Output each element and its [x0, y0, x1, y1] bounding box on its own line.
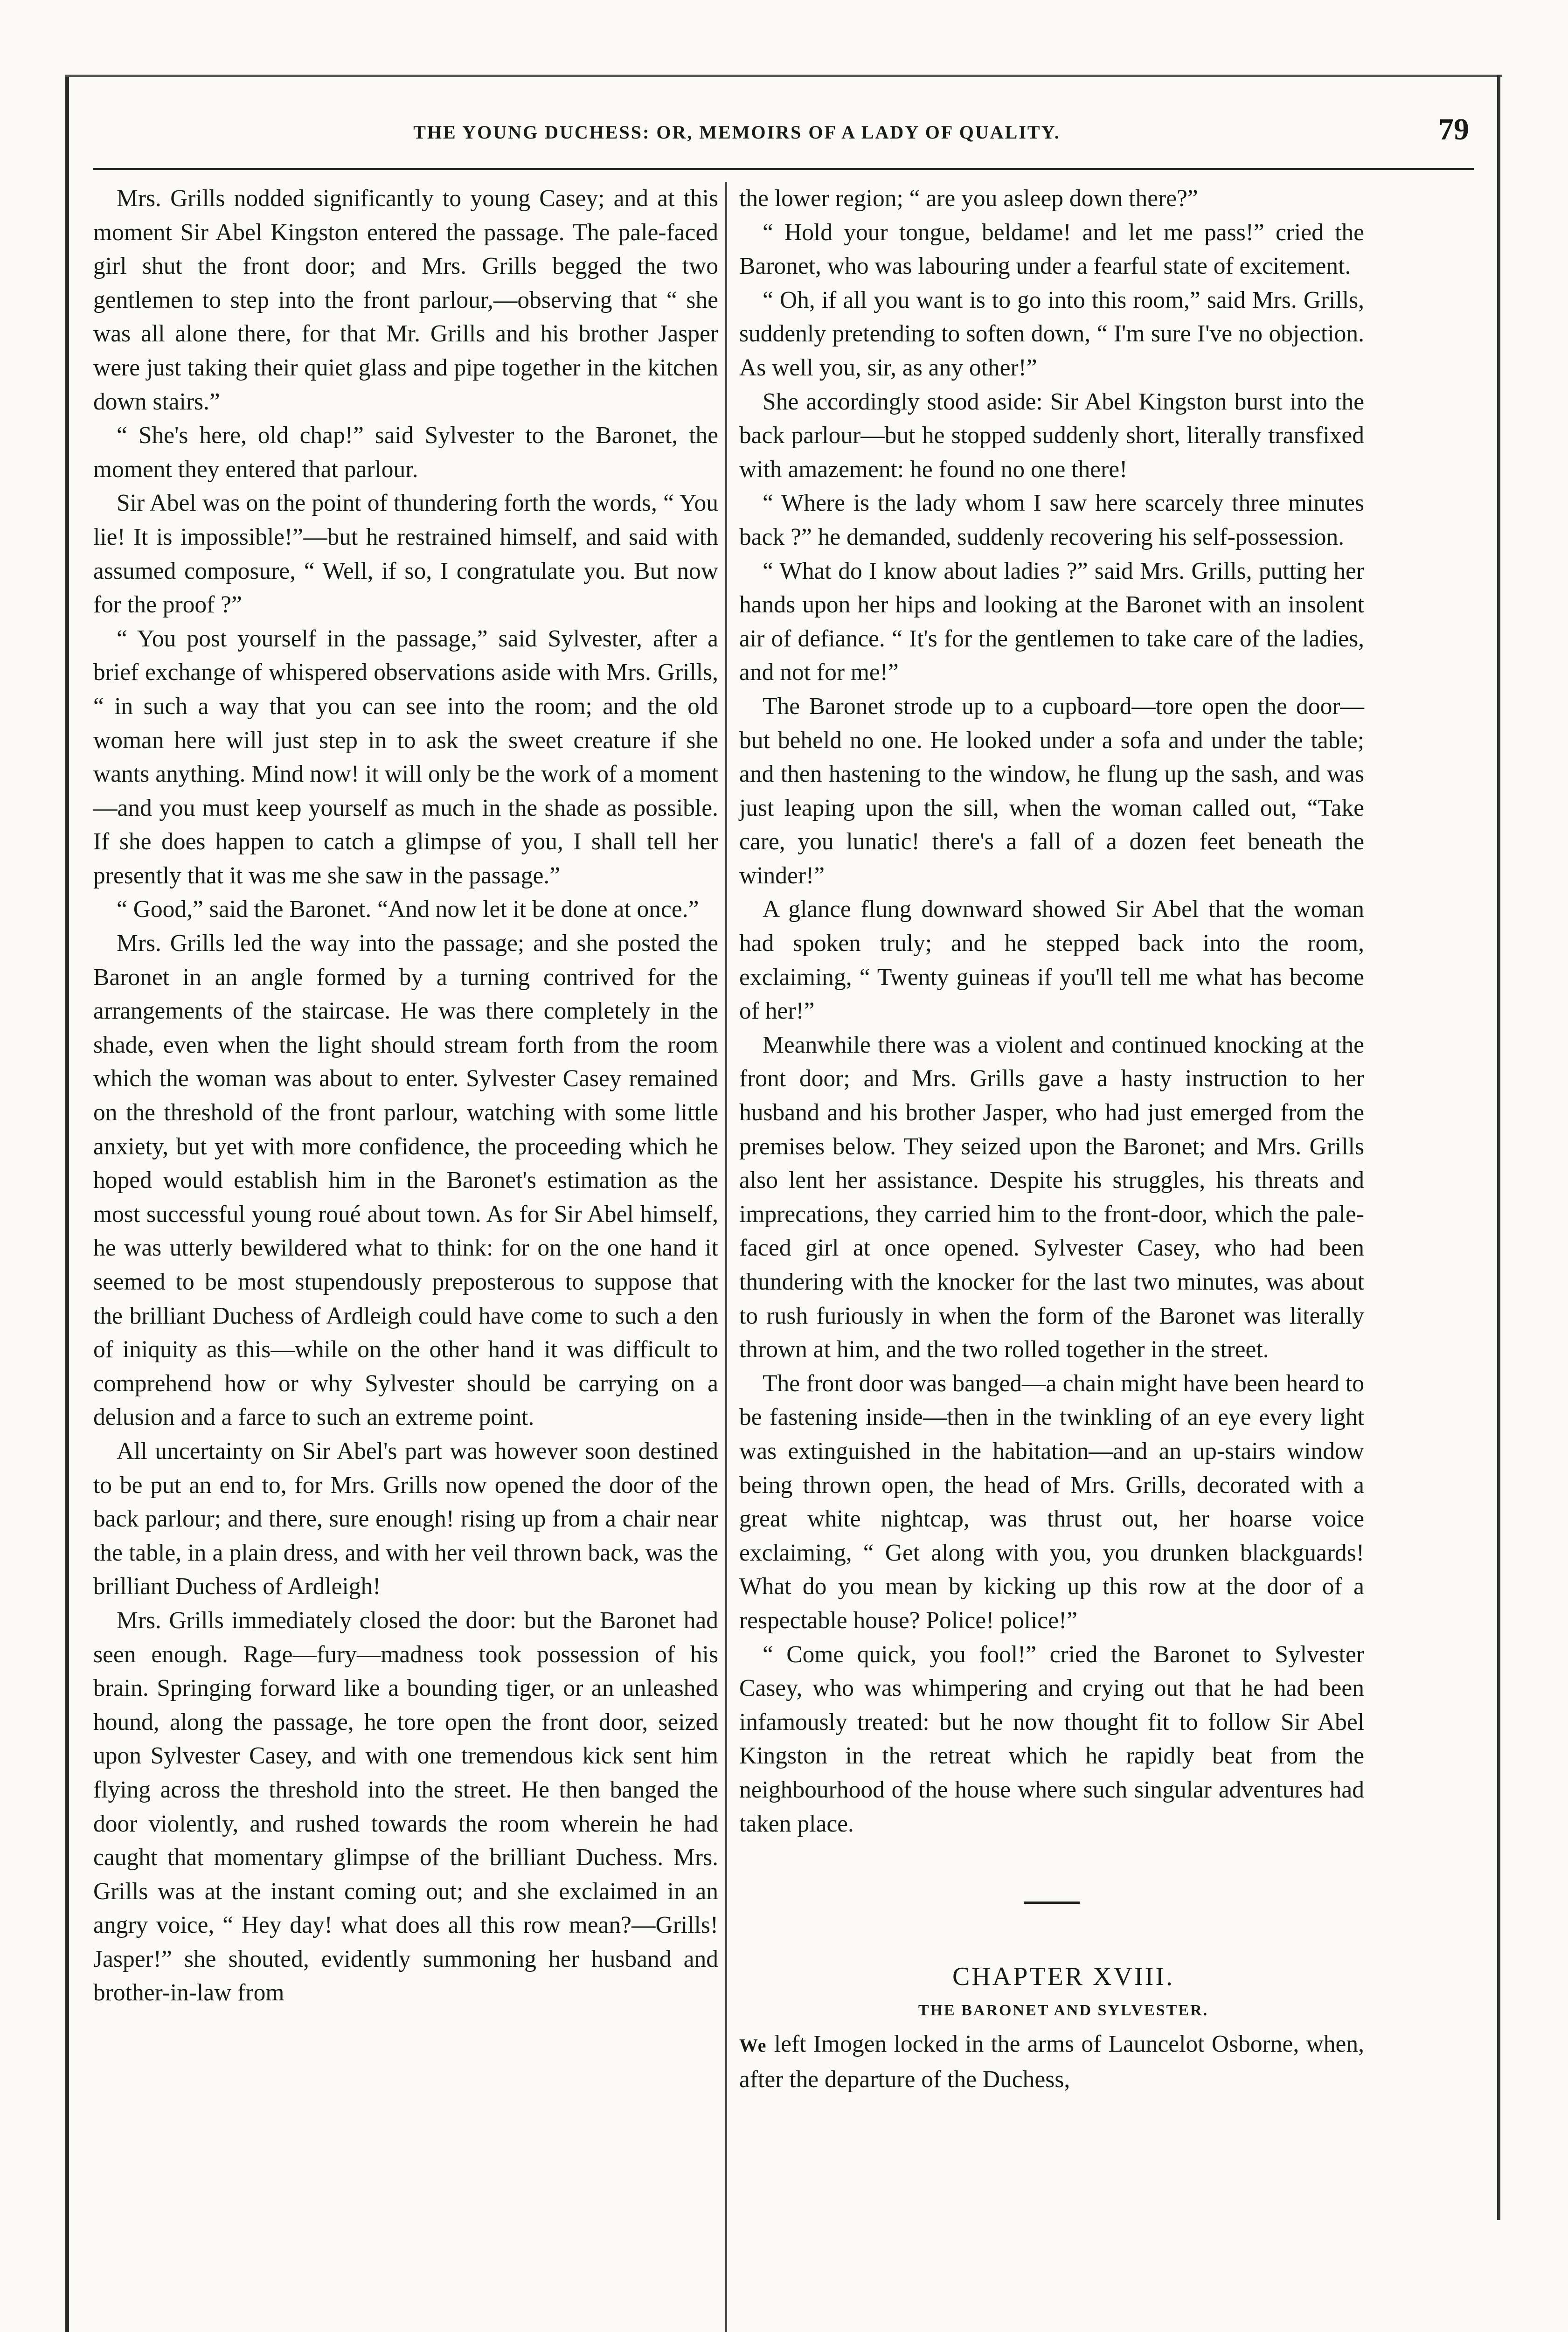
paragraph: “ Come quick, you fool!” cried the Baronet to Sylvester Casey, who was whimpering and crying out that he had been infamously treated: but he now thought fit to follow Sir Abel Kingston in the retreat which he rapidly beat from the neighbourhood of the house where such singular adventures had taken place. — [739, 1641, 1364, 1837]
opening-text: left Imogen locked in the arms of Launcelot Osborne, when, after the departure of the Duchess, — [739, 2031, 1364, 2093]
paragraph: Mrs. Grills nodded significantly to young Casey; and at this moment Sir Abel Kingston entered the passage. The pale-faced girl shut the front door; and Mrs. Grills begged the two gentlemen to step into the front parlour,—observing that “ she was all alone there, for that Mr. Grills and his brother Jasper were just taking their quiet glass and pipe together in the kitchen down stairs.” — [93, 185, 718, 415]
page-number: 79 — [1438, 112, 1469, 146]
paragraph: Sir Abel was on the point of thundering forth the words, “ You lie! It is impossible!”—but he restrained himself, and said with assumed composure, “ Well, if so, I congratulate you. But now for the proof ?” — [93, 490, 718, 618]
page-border-top — [65, 75, 1502, 77]
paragraph: Meanwhile there was a violent and continued knocking at the front door; and Mrs. Grills gave a hasty instruction to her husband and his brother Jasper, who had just emerged from the premises below. They seized upon the Baronet; and Mrs. Grills also lent her assistance. Despite his struggles, his threats and imprecations, they carried him to the front-door, which the pale-faced girl at once opened. Sylvester Casey, who had been thundering with the knocker for the last two minutes, was about to rush furiously in when the form of the Baronet was literally thrown at him, and the two rolled together in the street. — [739, 1031, 1364, 1363]
left-column — [93, 182, 718, 2010]
paragraph: “ Where is the lady whom I saw here scarcely three minutes back ?” he demanded, suddenly recovering his self-possession. — [739, 490, 1364, 550]
page-border-right — [1497, 75, 1500, 2220]
paragraph: the lower region; “ are you asleep down there?” — [739, 185, 1198, 212]
chapter-title: CHAPTER XVIII. — [952, 1962, 1174, 1992]
paragraph: “ You post yourself in the passage,” said Sylvester, after a brief exchange of whispered observations aside with Mrs. Grills, “ in such a way that you can see into the room; and the old woman here will just step in to ask the sweet creature if she wants anything. Mind now! it will only be the work of a moment—and you must keep yourself as much in the shade as possible. If she does happen to catch a glimpse of you, I shall tell her presently that it was me she saw in the passage.” — [93, 625, 718, 889]
chapter-subtitle: THE BARONET AND SYLVESTER. — [918, 2001, 1209, 2019]
paragraph: She accordingly stood aside: Sir Abel Kingston burst into the back parlour—but he stopped suddenly short, literally transfixed with amazement: he found no one there! — [739, 388, 1364, 483]
paragraph: The front door was banged—a chain might have been heard to be fastening inside—then in the twinkling of an eye every light was extinguished in the habitation—and an up-stairs window being thrown open, the head of Mrs. Grills, decorated with a great white nightcap, was thrust out, her hoarse voice exclaiming, “ Get along with you, you drunken blackguards! What do you mean by kicking up this row at the door of a respectable house? Police! police!” — [739, 1370, 1364, 1634]
right-column — [739, 182, 1364, 2096]
paragraph: “ Hold your tongue, beldame! and let me pass!” cried the Baronet, who was labouring under a fearful state of excitement. — [739, 219, 1364, 280]
paragraph: “ She's here, old chap!” said Sylvester to the Baronet, the moment they entered that parlour. — [93, 422, 718, 483]
running-head: THE YOUNG DUCHESS: OR, MEMOIRS OF A LADY OF QUALITY. — [413, 122, 1061, 143]
chapter-opening-paragraph — [739, 2027, 1364, 2096]
paragraph: Mrs. Grills immediately closed the door: but the Baronet had seen enough. Rage—fury—madness took possession of his brain. Springing forward like a bounding tiger, or an unleashed hound, along the passage, he tore open the front door, seized upon Sylvester Casey, and with one tremendous kick sent him flying across the threshold into the street. He then banged the door violently, and rushed towards the room wherein he had caught that momentary glimpse of the brilliant Duchess. Mrs. Grills was at the instant coming out; and she exclaimed in an angry voice, “ Hey day! what does all this row mean?—Grills! Jasper!” she shouted, evidently summoning her husband and brother-in-law from — [93, 1607, 718, 2006]
page-header — [93, 112, 1474, 170]
opening-word: We — [739, 2035, 767, 2056]
paragraph: “ Oh, if all you want is to go into this room,” said Mrs. Grills, suddenly pretending to soften down, “ I'm sure I've no objection. As well you, sir, as any other!” — [739, 286, 1364, 381]
paragraph: Mrs. Grills led the way into the passage; and she posted the Baronet in an angle formed by a turning contrived for the arrangements of the staircase. He was there completely in the shade, even when the light should stream forth from the room which the woman was about to enter. Sylvester Casey remained on the threshold of the front parlour, watching with some little anxiety, but yet with more confidence, the proceeding which he hoped would establish him in the Baronet's estimation as the most successful young roué about town. As for Sir Abel himself, he was utterly bewildered what to think: for on the one hand it seemed to be most stupendously preposterous to suppose that the brilliant Duchess of Ardleigh could have come to such a den of iniquity as this—while on the other hand it was difficult to comprehend how or why Sylvester should be carrying on a delusion and a farce to such an extreme point. — [93, 930, 718, 1431]
column-divider — [725, 182, 727, 2332]
paragraph: “ Good,” said the Baronet. “And now let it be done at once.” — [117, 896, 699, 923]
paragraph: The Baronet strode up to a cupboard—tore open the door—but beheld no one. He looked under a sofa and under the table; and then hastening to the window, he flung up the sash, and was just leaping upon the sill, when the woman called out, “Take care, you lunatic! there's a fall of a dozen feet beneath the winder!” — [739, 693, 1364, 889]
paragraph: “ What do I know about ladies ?” said Mrs. Grills, putting her hands upon her hips and looking at the Baronet with an insolent air of defiance. “ It's for the gentlemen to take care of the ladies, and not for me!” — [739, 557, 1364, 686]
page-border-left — [65, 75, 69, 2332]
paragraph: All uncertainty on Sir Abel's part was however soon destined to be put an end to, for Mrs. Grills now opened the door of the back parlour; and there, sure enough! rising up from a chair near the table, in a plain dress, and with her veil thrown back, was the brilliant Duchess of Ardleigh! — [93, 1437, 718, 1600]
section-rule — [1024, 1902, 1080, 1904]
paragraph: A glance flung downward showed Sir Abel that the woman had spoken truly; and he stepped back into the room, exclaiming, “ Twenty guineas if you'll tell me what has become of her!” — [739, 896, 1364, 1025]
